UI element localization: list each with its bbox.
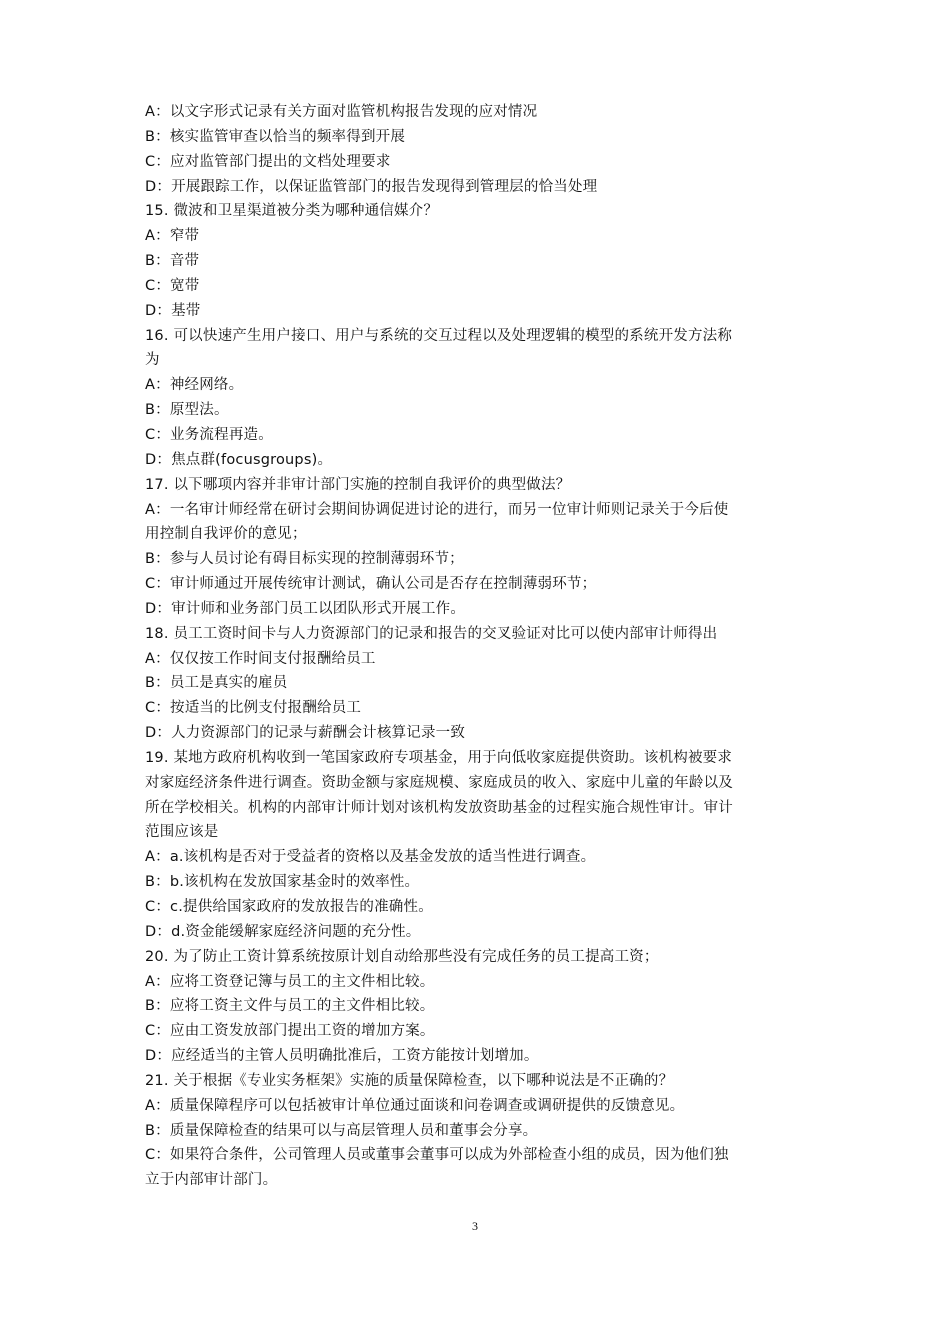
option-line: C：业务流程再造。: [145, 426, 273, 443]
option-line: D：基带: [145, 302, 201, 319]
option-line: B：参与人员讨论有碍目标实现的控制薄弱环节；: [145, 551, 464, 568]
option-line: A：以文字形式记录有关方面对监管机构报告发现的应对情况: [145, 104, 538, 120]
question-19: 19. 某地方政府机构收到一笔国家政府专项基金，用于向低收家庭提供资助。该机构被要求: [145, 749, 733, 766]
option-line: B：质量保障检查的结果可以与高层管理人员和董事会分享。: [145, 1122, 538, 1139]
page-content: [145, 100, 817, 1193]
option-line: D：d.资金能缓解家庭经济问题的充分性。: [145, 923, 421, 940]
option-line: C：应由工资发放部门提出工资的增加方案。: [145, 1023, 435, 1040]
option-line: A：窄带: [145, 228, 200, 245]
option-line: B：应将工资主文件与员工的主文件相比较。: [145, 998, 435, 1015]
option-line: D：应经适当的主管人员明确批准后，工资方能按计划增加。: [145, 1048, 539, 1065]
option-line: D：人力资源部门的记录与薪酬会计核算记录一致: [145, 725, 466, 742]
option-line: A：应将工资登记簿与员工的主文件相比较。: [145, 973, 435, 990]
option-line-continued: 用控制自我评价的意见；: [145, 526, 307, 543]
question-19-continued: 范围应该是: [145, 824, 219, 841]
option-line: C：如果符合条件，公司管理人员或董事会董事可以成为外部检查小组的成员，因为他们独: [145, 1147, 729, 1164]
question-17: 17. 以下哪项内容并非审计部门实施的控制自我评价的典型做法？: [145, 476, 571, 493]
option-line: D：审计师和业务部门员工以团队形式开展工作。: [145, 600, 466, 617]
question-20: 20. 为了防止工资计算系统按原计划自动给那些没有完成任务的员工提高工资；: [145, 948, 659, 965]
option-line: D：开展跟踪工作，以保证监管部门的报告发现得到管理层的恰当处理: [145, 178, 598, 195]
option-line-continued: 立于内部审计部门。: [145, 1172, 278, 1189]
option-line: B：音带: [145, 253, 200, 270]
option-line: A：质量保障程序可以包括被审计单位通过面谈和问卷调查或调研提供的反馈意见。: [145, 1097, 685, 1114]
page-number: 3: [472, 1219, 478, 1233]
option-line: A：仅仅按工作时间支付报酬给员工: [145, 650, 376, 667]
question-21: 21. 关于根据《专业实务框架》实施的质量保障检查，以下哪种说法是不正确的？: [145, 1072, 674, 1089]
question-19-continued: 对家庭经济条件进行调查。资助金额与家庭规模、家庭成员的收入、家庭中儿童的年龄以及: [145, 774, 733, 791]
option-line: B：员工是真实的雇员: [145, 675, 288, 692]
option-line: B：核实监管审查以恰当的频率得到开展: [145, 128, 406, 145]
option-line: C：宽带: [145, 277, 200, 294]
option-line: A：a.该机构是否对于受益者的资格以及基金发放的适当性进行调查。: [145, 849, 596, 866]
option-line: C：审计师通过开展传统审计测试，确认公司是否存在控制薄弱环节；: [145, 576, 597, 593]
option-line: A：一名审计师经常在研讨会期间协调促进讨论的进行，而另一位审计师则记录关于今后使: [145, 501, 729, 518]
question-16-continued: 为: [145, 352, 160, 369]
option-line: C：c.提供给国家政府的发放报告的准确性。: [145, 899, 433, 915]
question-18: 18. 员工工资时间卡与人力资源部门的记录和报告的交叉验证对比可以使内部审计师得出: [145, 625, 718, 642]
question-15: 15. 微波和卫星渠道被分类为哪种通信媒介？: [145, 203, 439, 220]
question-19-continued: 所在学校相关。机构的内部审计师计划对该机构发放资助基金的过程实施合规性审计。审计: [145, 799, 733, 816]
option-line: A：神经网络。: [145, 377, 244, 394]
option-line: C：应对监管部门提出的文档处理要求: [145, 153, 391, 170]
option-line: B：b.该机构在发放国家基金时的效率性。: [145, 874, 420, 891]
question-16: 16. 可以快速产生用户接口、用户与系统的交互过程以及处理逻辑的模型的系统开发方法称: [145, 327, 733, 344]
option-line: C：按适当的比例支付报酬给员工: [145, 700, 362, 717]
option-line: D：焦点群(focusgroups)。: [145, 451, 333, 468]
option-line: B：原型法。: [145, 402, 229, 419]
